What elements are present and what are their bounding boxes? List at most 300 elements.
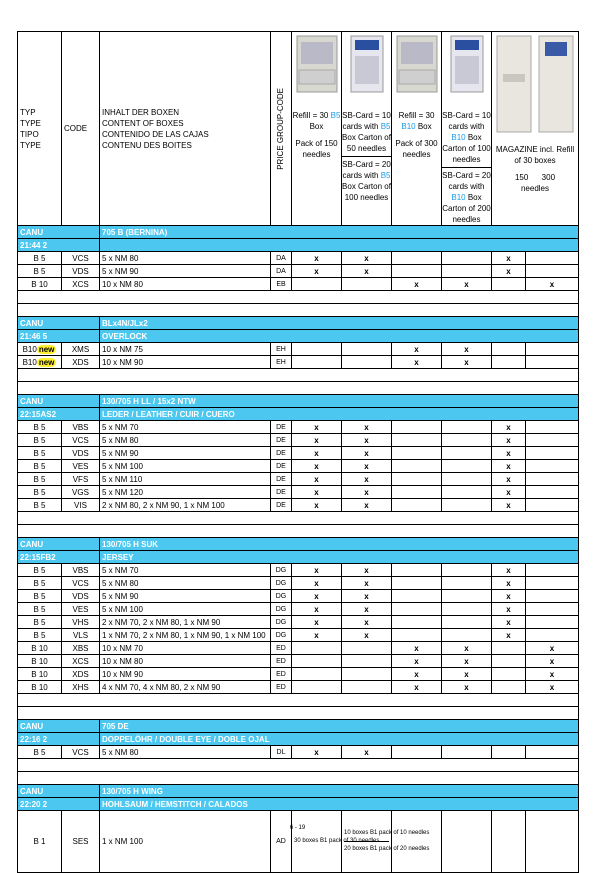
availability-cell <box>292 278 342 291</box>
price-group-cell: ED <box>271 655 292 668</box>
availability-cell: x <box>526 655 579 668</box>
availability-cell: x <box>292 590 342 603</box>
availability-cell <box>292 343 342 356</box>
availability-cell <box>442 616 492 629</box>
price-group-cell: DE <box>271 421 292 434</box>
availability-cell: x <box>442 278 492 291</box>
content-cell: 5 x NM 70 <box>100 421 271 434</box>
availability-cell <box>526 447 579 460</box>
page-number: 6 - 19 <box>289 825 306 831</box>
content-cell: 1 x NM 100 <box>100 811 271 873</box>
table-row <box>18 447 579 460</box>
section-code: 21:46 5 <box>18 330 100 343</box>
availability-cell: x <box>442 655 492 668</box>
type-cell: B 5 <box>18 629 62 642</box>
refill-box-image <box>395 34 439 94</box>
code-cell: VFS <box>62 473 100 486</box>
empty-cell <box>492 811 526 873</box>
availability-cell <box>392 252 442 265</box>
content-cell: 10 x NM 75 <box>100 343 271 356</box>
code-cell: VDS <box>62 590 100 603</box>
table-row <box>18 343 579 356</box>
table-row <box>18 811 579 873</box>
price-group-cell: DE <box>271 434 292 447</box>
content-cell: 5 x NM 100 <box>100 603 271 616</box>
content-cell: 10 x NM 90 <box>100 668 271 681</box>
availability-cell: x <box>492 499 526 512</box>
section-subtitle <box>100 239 579 252</box>
availability-cell <box>526 265 579 278</box>
type-cell: B10 new <box>18 356 62 369</box>
availability-cell: x <box>392 356 442 369</box>
section-gap <box>18 512 579 525</box>
table-row <box>18 616 579 629</box>
sbcard-b10-header: SB-Card = 10 cards with B10 Box Carton of 100 needles SB-Card = 20 cards with B10 Box Carton of 200 needles <box>442 32 492 226</box>
price-group-cell: DG <box>271 629 292 642</box>
table-row <box>18 746 579 759</box>
price-group-cell: DE <box>271 499 292 512</box>
magazine-image <box>493 34 577 134</box>
content-cell: 5 x NM 100 <box>100 460 271 473</box>
availability-cell: x <box>292 252 342 265</box>
section-subheader <box>18 408 579 421</box>
refill-box-image <box>295 34 339 94</box>
availability-cell: x <box>292 499 342 512</box>
availability-cell: x <box>342 590 392 603</box>
price-group-cell: DA <box>271 265 292 278</box>
section-gap <box>18 694 579 707</box>
availability-cell: x <box>392 642 442 655</box>
content-cell: 5 x NM 70 <box>100 564 271 577</box>
availability-cell <box>492 343 526 356</box>
section-header <box>18 785 579 798</box>
price-group-cell: DL <box>271 746 292 759</box>
availability-cell <box>342 668 392 681</box>
empty-cell <box>526 811 579 873</box>
availability-cell: x <box>342 577 392 590</box>
code-cell: VIS <box>62 499 100 512</box>
availability-cell: x <box>342 629 392 642</box>
availability-cell: x <box>292 564 342 577</box>
table-row <box>18 681 579 694</box>
availability-cell: x <box>492 629 526 642</box>
availability-cell <box>492 356 526 369</box>
availability-cell <box>442 590 492 603</box>
availability-cell <box>292 681 342 694</box>
availability-cell: x <box>292 434 342 447</box>
price-group-cell: ED <box>271 668 292 681</box>
availability-cell: x <box>292 486 342 499</box>
section-subtitle: DOPPELÖHR / DOUBLE EYE / DOBLE OJAL <box>100 733 579 746</box>
availability-cell <box>492 746 526 759</box>
section-subheader <box>18 733 579 746</box>
availability-cell <box>492 655 526 668</box>
section-subtitle: OVERLOCK <box>100 330 579 343</box>
availability-cell <box>526 343 579 356</box>
section-id: CANU <box>18 395 100 408</box>
availability-cell: x <box>442 668 492 681</box>
code-cell: SES <box>62 811 100 873</box>
table-row <box>18 486 579 499</box>
section-id: CANU <box>18 317 100 330</box>
new-badge: new <box>38 344 55 354</box>
price-group-cell: DG <box>271 577 292 590</box>
type-cell: B 10 <box>18 278 62 291</box>
price-group-cell: DG <box>271 590 292 603</box>
content-cell: 5 x NM 80 <box>100 577 271 590</box>
availability-cell: x <box>292 460 342 473</box>
availability-cell: x <box>492 564 526 577</box>
section-gap <box>18 772 579 785</box>
type-cell: B 5 <box>18 460 62 473</box>
availability-cell <box>442 447 492 460</box>
table-row <box>18 590 579 603</box>
content-header: INHALT DER BOXEN CONTENT OF BOXES CONTENIDO DE LAS CAJAS CONTENU DES BOITES <box>100 32 271 226</box>
availability-cell <box>392 486 442 499</box>
type-cell: B 5 <box>18 486 62 499</box>
code-cell: VCS <box>62 252 100 265</box>
availability-cell <box>392 629 442 642</box>
availability-cell: x <box>392 655 442 668</box>
header-row <box>18 32 579 226</box>
availability-cell <box>442 577 492 590</box>
availability-cell: x <box>342 252 392 265</box>
availability-cell: x <box>292 629 342 642</box>
availability-cell: x <box>492 577 526 590</box>
price-group-header: PRICE GROUP-CODE <box>271 32 292 226</box>
code-cell: VES <box>62 460 100 473</box>
availability-cell: x <box>492 421 526 434</box>
section-gap <box>18 707 579 720</box>
price-group-cell: DG <box>271 603 292 616</box>
availability-cell: x <box>342 616 392 629</box>
availability-cell <box>492 642 526 655</box>
availability-cell <box>442 564 492 577</box>
type-cell: B 1 <box>18 811 62 873</box>
section-gap <box>18 759 579 772</box>
product-table <box>17 31 579 873</box>
type-cell: B 5 <box>18 434 62 447</box>
price-group-cell: AD <box>271 811 292 873</box>
section-subheader <box>18 239 579 252</box>
availability-cell <box>392 434 442 447</box>
availability-cell: x <box>392 278 442 291</box>
availability-cell <box>292 668 342 681</box>
code-cell: VHS <box>62 616 100 629</box>
availability-cell: x <box>492 447 526 460</box>
type-cell: B 5 <box>18 746 62 759</box>
availability-cell <box>492 278 526 291</box>
availability-cell: x <box>292 603 342 616</box>
availability-cell <box>442 460 492 473</box>
availability-cell: x <box>492 590 526 603</box>
availability-cell <box>526 252 579 265</box>
availability-cell <box>442 473 492 486</box>
section-subtitle: JERSEY <box>100 551 579 564</box>
type-cell: B 5 <box>18 499 62 512</box>
content-cell: 2 x NM 80, 2 x NM 90, 1 x NM 100 <box>100 499 271 512</box>
availability-cell: x <box>342 499 392 512</box>
availability-cell: x <box>492 265 526 278</box>
availability-cell <box>392 577 442 590</box>
availability-cell <box>392 564 442 577</box>
price-group-cell: EH <box>271 343 292 356</box>
price-group-cell: ED <box>271 642 292 655</box>
new-badge: new <box>38 357 55 367</box>
availability-cell <box>392 421 442 434</box>
availability-cell: x <box>292 616 342 629</box>
section-gap <box>18 369 579 382</box>
sbcard-b5-header: SB-Card = 10 cards with B5 Box Carton of 50 needles SB-Card = 20 cards with B5 Box Carton of 100 needles <box>342 32 392 226</box>
availability-cell <box>526 603 579 616</box>
section-header <box>18 395 579 408</box>
price-group-cell: EB <box>271 278 292 291</box>
section-name: 130/705 H LL / 15x2 NTW <box>100 395 579 408</box>
type-cell: B 5 <box>18 265 62 278</box>
type-cell: B 5 <box>18 564 62 577</box>
section-name: 130/705 H WING <box>100 785 579 798</box>
availability-cell <box>526 629 579 642</box>
price-group-cell: DE <box>271 460 292 473</box>
availability-cell <box>442 486 492 499</box>
code-cell: XCS <box>62 655 100 668</box>
type-cell: B 5 <box>18 447 62 460</box>
table-row <box>18 642 579 655</box>
table-row <box>18 434 579 447</box>
section-subtitle: HOHLSAUM / HEMSTITCH / CALADOS <box>100 798 579 811</box>
content-cell: 4 x NM 70, 4 x NM 80, 2 x NM 90 <box>100 681 271 694</box>
availability-cell <box>526 434 579 447</box>
price-group-cell: DG <box>271 616 292 629</box>
availability-cell <box>392 590 442 603</box>
content-cell: 10 x NM 80 <box>100 655 271 668</box>
code-cell: XHS <box>62 681 100 694</box>
availability-cell <box>392 603 442 616</box>
availability-cell: x <box>292 265 342 278</box>
section-name: 130/705 H SUK <box>100 538 579 551</box>
availability-cell <box>342 356 392 369</box>
availability-cell <box>526 616 579 629</box>
availability-cell: x <box>342 473 392 486</box>
type-cell: B 5 <box>18 577 62 590</box>
section-header <box>18 720 579 733</box>
refill-b5-header: Refill = 30 B5 Box Pack of 150 needles <box>292 32 342 226</box>
table-row <box>18 460 579 473</box>
content-cell: 1 x NM 70, 2 x NM 80, 1 x NM 90, 1 x NM 100 <box>100 629 271 642</box>
availability-cell <box>526 486 579 499</box>
availability-cell: x <box>342 265 392 278</box>
content-cell: 5 x NM 80 <box>100 746 271 759</box>
availability-cell <box>526 421 579 434</box>
table-row <box>18 564 579 577</box>
availability-cell: x <box>442 642 492 655</box>
availability-cell: x <box>492 616 526 629</box>
price-group-cell: DG <box>271 564 292 577</box>
availability-cell: x <box>342 746 392 759</box>
availability-cell: x <box>292 746 342 759</box>
type-cell: B10 new <box>18 343 62 356</box>
availability-cell <box>526 590 579 603</box>
code-cell: VCS <box>62 746 100 759</box>
availability-cell <box>526 577 579 590</box>
code-cell: VCS <box>62 577 100 590</box>
availability-cell: x <box>526 668 579 681</box>
code-cell: XMS <box>62 343 100 356</box>
type-cell: B 5 <box>18 603 62 616</box>
code-cell: VGS <box>62 486 100 499</box>
section-code: 22:20 2 <box>18 798 100 811</box>
table-row <box>18 356 579 369</box>
table-row <box>18 278 579 291</box>
sbcard-b1-cell: 10 boxes B1 pack of 10 needles 20 boxes B1 pack of 20 needles <box>342 811 392 873</box>
availability-cell: x <box>526 278 579 291</box>
availability-cell <box>342 681 392 694</box>
availability-cell: x <box>492 603 526 616</box>
type-cell: B 5 <box>18 473 62 486</box>
price-group-cell: EH <box>271 356 292 369</box>
type-cell: B 5 <box>18 421 62 434</box>
price-group-cell: DE <box>271 447 292 460</box>
availability-cell <box>442 629 492 642</box>
table-row <box>18 421 579 434</box>
availability-cell: x <box>526 642 579 655</box>
table-row <box>18 668 579 681</box>
table-row <box>18 629 579 642</box>
availability-cell: x <box>492 252 526 265</box>
availability-cell: x <box>442 681 492 694</box>
code-cell: VCS <box>62 434 100 447</box>
availability-cell: x <box>492 473 526 486</box>
content-cell: 5 x NM 110 <box>100 473 271 486</box>
availability-cell: x <box>526 681 579 694</box>
availability-cell: x <box>492 434 526 447</box>
availability-cell <box>526 356 579 369</box>
content-cell: 5 x NM 80 <box>100 434 271 447</box>
content-cell: 10 x NM 80 <box>100 278 271 291</box>
type-cell: B 10 <box>18 642 62 655</box>
availability-cell <box>442 421 492 434</box>
content-cell: 5 x NM 90 <box>100 447 271 460</box>
section-header <box>18 317 579 330</box>
availability-cell: x <box>292 421 342 434</box>
code-cell: VDS <box>62 265 100 278</box>
section-id: CANU <box>18 720 100 733</box>
availability-cell <box>526 564 579 577</box>
code-cell: XDS <box>62 356 100 369</box>
table-row <box>18 577 579 590</box>
availability-cell <box>392 460 442 473</box>
code-cell: VBS <box>62 421 100 434</box>
availability-cell: x <box>492 460 526 473</box>
availability-cell: x <box>342 460 392 473</box>
type-cell: B 10 <box>18 655 62 668</box>
section-id: CANU <box>18 226 100 239</box>
table-row <box>18 499 579 512</box>
content-cell: 5 x NM 80 <box>100 252 271 265</box>
section-subheader <box>18 798 579 811</box>
refill-b1-cell: 30 boxes B1 pack of 30 needles <box>292 811 342 873</box>
availability-cell: x <box>292 577 342 590</box>
availability-cell: x <box>442 356 492 369</box>
availability-cell: x <box>392 343 442 356</box>
section-subtitle: LEDER / LEATHER / CUIR / CUERO <box>100 408 579 421</box>
availability-cell <box>442 434 492 447</box>
section-id: CANU <box>18 785 100 798</box>
section-name: BLx4N/JLx2 <box>100 317 579 330</box>
content-cell: 10 x NM 70 <box>100 642 271 655</box>
section-code: 22:16 2 <box>18 733 100 746</box>
availability-cell <box>392 447 442 460</box>
section-subheader <box>18 330 579 343</box>
sbcard-image <box>445 34 489 94</box>
availability-cell <box>392 746 442 759</box>
section-gap <box>18 304 579 317</box>
empty-cell <box>392 811 442 873</box>
price-group-cell: DE <box>271 473 292 486</box>
availability-cell <box>292 655 342 668</box>
content-cell: 2 x NM 70, 2 x NM 80, 1 x NM 90 <box>100 616 271 629</box>
availability-cell <box>492 668 526 681</box>
section-gap <box>18 525 579 538</box>
content-cell: 10 x NM 90 <box>100 356 271 369</box>
availability-cell <box>292 642 342 655</box>
section-code: 22:15AS2 <box>18 408 100 421</box>
availability-cell <box>342 343 392 356</box>
code-header: CODE <box>62 32 100 226</box>
type-cell: B 10 <box>18 681 62 694</box>
type-header: TYP TYPE TIPO TYPE <box>18 32 62 226</box>
availability-cell <box>392 265 442 278</box>
availability-cell: x <box>342 434 392 447</box>
content-cell: 5 x NM 90 <box>100 265 271 278</box>
availability-cell: x <box>292 473 342 486</box>
type-cell: B 10 <box>18 668 62 681</box>
availability-cell: x <box>492 486 526 499</box>
availability-cell <box>342 278 392 291</box>
availability-cell <box>442 265 492 278</box>
type-cell: B 5 <box>18 252 62 265</box>
availability-cell <box>392 499 442 512</box>
section-id: CANU <box>18 538 100 551</box>
code-cell: VLS <box>62 629 100 642</box>
section-header <box>18 226 579 239</box>
availability-cell: x <box>442 343 492 356</box>
table-row <box>18 655 579 668</box>
type-cell: B 5 <box>18 616 62 629</box>
table-row <box>18 473 579 486</box>
price-group-cell: DE <box>271 486 292 499</box>
section-header <box>18 538 579 551</box>
availability-cell <box>442 252 492 265</box>
availability-cell <box>442 499 492 512</box>
code-cell: VDS <box>62 447 100 460</box>
code-cell: VES <box>62 603 100 616</box>
section-gap <box>18 382 579 395</box>
code-cell: VBS <box>62 564 100 577</box>
magazine-header: MAGAZINE incl. Refill of 30 boxes 150 300 needles <box>492 32 579 226</box>
availability-cell: x <box>392 668 442 681</box>
content-cell: 5 x NM 90 <box>100 590 271 603</box>
availability-cell <box>492 681 526 694</box>
table-row <box>18 603 579 616</box>
availability-cell <box>342 655 392 668</box>
price-group-cell: DA <box>271 252 292 265</box>
code-cell: XBS <box>62 642 100 655</box>
table-row <box>18 252 579 265</box>
section-name: 705 DE <box>100 720 579 733</box>
availability-cell <box>526 473 579 486</box>
availability-cell <box>442 746 492 759</box>
